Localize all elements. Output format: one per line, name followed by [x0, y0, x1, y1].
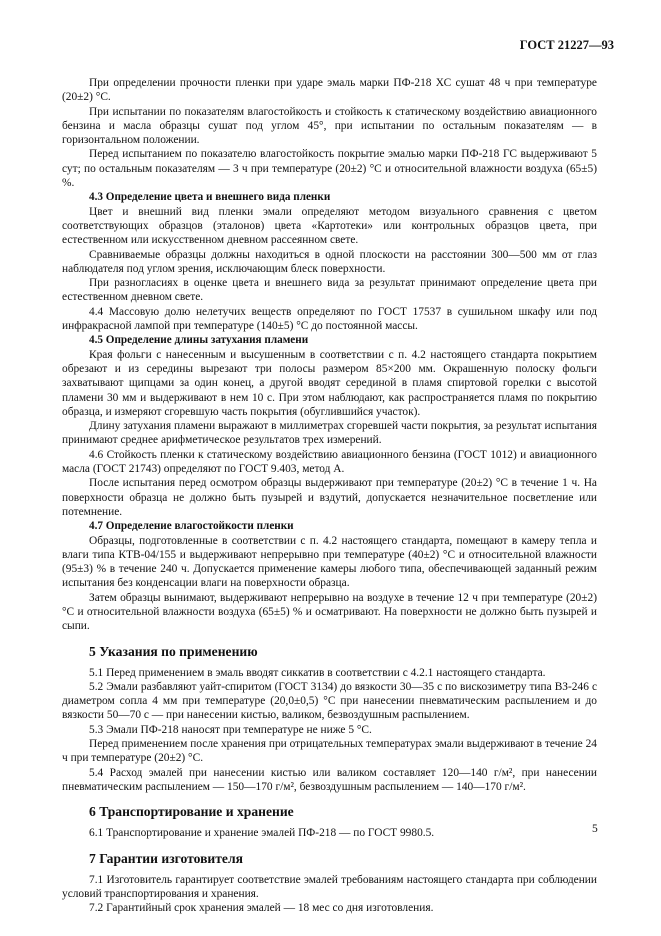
- paragraph: 6.1 Транспортирование и хранение эмалей ПФ-218 — по ГОСТ 9980.5.: [89, 827, 435, 840]
- paragraph: Края фольги с нанесенным и высушенным в соответствии с п. 4.2 настоящего стандарта покрытием обрезают и из середины вырезают три полосы размером 85×200 мм. Окрашенную полоску фольги захватывают щипцами за один конец, а другой вводят серединой в пламя спиртовой горелки с высотой пламени 30 мм и выдерживают в нем 10 с. При этом наблюдают, как распространяется пламя по покрытию образца, и измеряют сгоревшую часть покрытия (обуглившийся участок).: [62, 348, 597, 418]
- paragraph: 5.4 Расход эмалей при нанесении кистью или валиком составляет 120—140 г/м², при нанесении пневматическим распылением — 150—170 г/м², безвоздушным распылением — 140—170 г/м².: [62, 766, 597, 793]
- paragraph: При определении прочности пленки при ударе эмаль марки ПФ-218 ХС сушат 48 ч при температуре (20±2) °С.: [62, 77, 597, 104]
- paragraph: При разногласиях в оценке цвета и внешнего вида за результат принимают определение цвета при естественном дневном свете.: [62, 277, 597, 304]
- paragraph: 5.3 Эмали ПФ-218 наносят при температуре не ниже 5 °С.: [89, 723, 372, 736]
- subsection-heading-4-5: 4.5 Определение длины затухания пламени: [89, 334, 309, 347]
- page-header: ГОСТ 21227—93: [519, 38, 614, 52]
- section-heading-7: 7 Гарантии изготовителя: [89, 850, 243, 866]
- paragraph: Перед испытанием по показателю влагостойкость покрытие эмалью марки ПФ-218 ГС выдерживают 5 сут; по остальным показателям — 3 ч при температуре (20±2) °С и относительной влажности воздуха (65±5) %.: [62, 148, 597, 190]
- paragraph: При испытании по показателям влагостойкость и стойкость к статическому воздействию авиационного бензина и масла образцы сушат под углом 45°, при испытании по остальным показателям — в горизонтальном положении.: [62, 105, 597, 147]
- paragraph-4-6: 4.6 Стойкость пленки к статическому воздействию авиационного бензина (ГОСТ 1012) и авиационного масла (ГОСТ 21743) определяют по ГОСТ 9.403, метод А.: [62, 448, 597, 476]
- paragraph: 5.2 Эмали разбавляют уайт-спиритом (ГОСТ 3134) до вязкости 30—35 с по вискозиметру типа ВЗ-246 с диаметром сопла 4 мм при температуре (20,0±0,5) °С при нанесении пневматическим распылением и до вязкости 50—70 с — при нанесении кистью, валиком, безвоздушным распылением.: [62, 680, 597, 722]
- subsection-heading-4-3: 4.3 Определение цвета и внешнего вида пленки: [89, 191, 331, 204]
- paragraph: Образцы, подготовленные в соответствии с п. 4.2 настоящего стандарта, помещают в камеру тепла и влаги типа КТВ-04/155 и выдерживают непрерывно при температуре (40±2) °С и относительной влажности (95±3) % в течение 240 ч. Допускается применение камеры любого типа, обеспечивающей заданный режим испытания без конденсации влаги на поверхности образца.: [62, 534, 597, 590]
- paragraph: Длину затухания пламени выражают в миллиметрах сгоревшей части покрытия, за результат испытания принимают среднее арифметическое результатов трех измерений.: [62, 420, 597, 447]
- paragraph: Перед применением после хранения при отрицательных температурах эмали выдерживают в течение 24 ч при температуре (20±2) °С.: [62, 738, 597, 765]
- paragraph: Затем образцы вынимают, выдерживают непрерывно на воздухе в течение 12 ч при температуре (20±2) °С и относительной влажности воздуха (65±5) % и осматривают. На поверхности не должно быть пузырей и сыпи.: [62, 591, 597, 633]
- paragraph: Сравниваемые образцы должны находиться в одной плоскости на расстоянии 300—500 мм от глаз наблюдателя под углом зрения, исключающим блеск поверхности.: [62, 248, 597, 275]
- page-number: 5: [592, 823, 598, 835]
- paragraph-4-4: 4.4 Массовую долю нелетучих веществ определяют по ГОСТ 17537 в сушильном шкафу или под инфракрасной лампой при температуре (140±5) °С до постоянной массы.: [62, 305, 597, 333]
- section-heading-5: 5 Указания по применению: [89, 643, 258, 659]
- paragraph: 7.2 Гарантийный срок хранения эмалей — 18 мес со дня изготовления.: [89, 902, 434, 915]
- paragraph: Цвет и внешний вид пленки эмали определяют методом визуального сравнения с цветом соответствующих образцов (эталонов) цвета «Картотеки» или контрольных образцов цвета, при естественном или искусственном дневном рассеянном свете.: [62, 205, 597, 247]
- subsection-heading-4-7: 4.7 Определение влагостойкости пленки: [89, 520, 294, 533]
- document-body: [62, 76, 597, 915]
- section-heading-6: 6 Транспортирование и хранение: [89, 804, 294, 820]
- paragraph: 5.1 Перед применением в эмаль вводят сиккатив в соответствии с 4.2.1 настоящего стандарта.: [89, 666, 546, 679]
- paragraph: После испытания перед осмотром образцы выдерживают при температуре (20±2) °С в течение 1 ч. На поверхности образца не должно быть пузырей и вздутий, допускается незначительное посветление или потемнение.: [62, 477, 597, 518]
- paragraph: 7.1 Изготовитель гарантирует соответствие эмалей требованиям настоящего стандарта при соблюдении условий транспортирования и хранения.: [62, 873, 597, 900]
